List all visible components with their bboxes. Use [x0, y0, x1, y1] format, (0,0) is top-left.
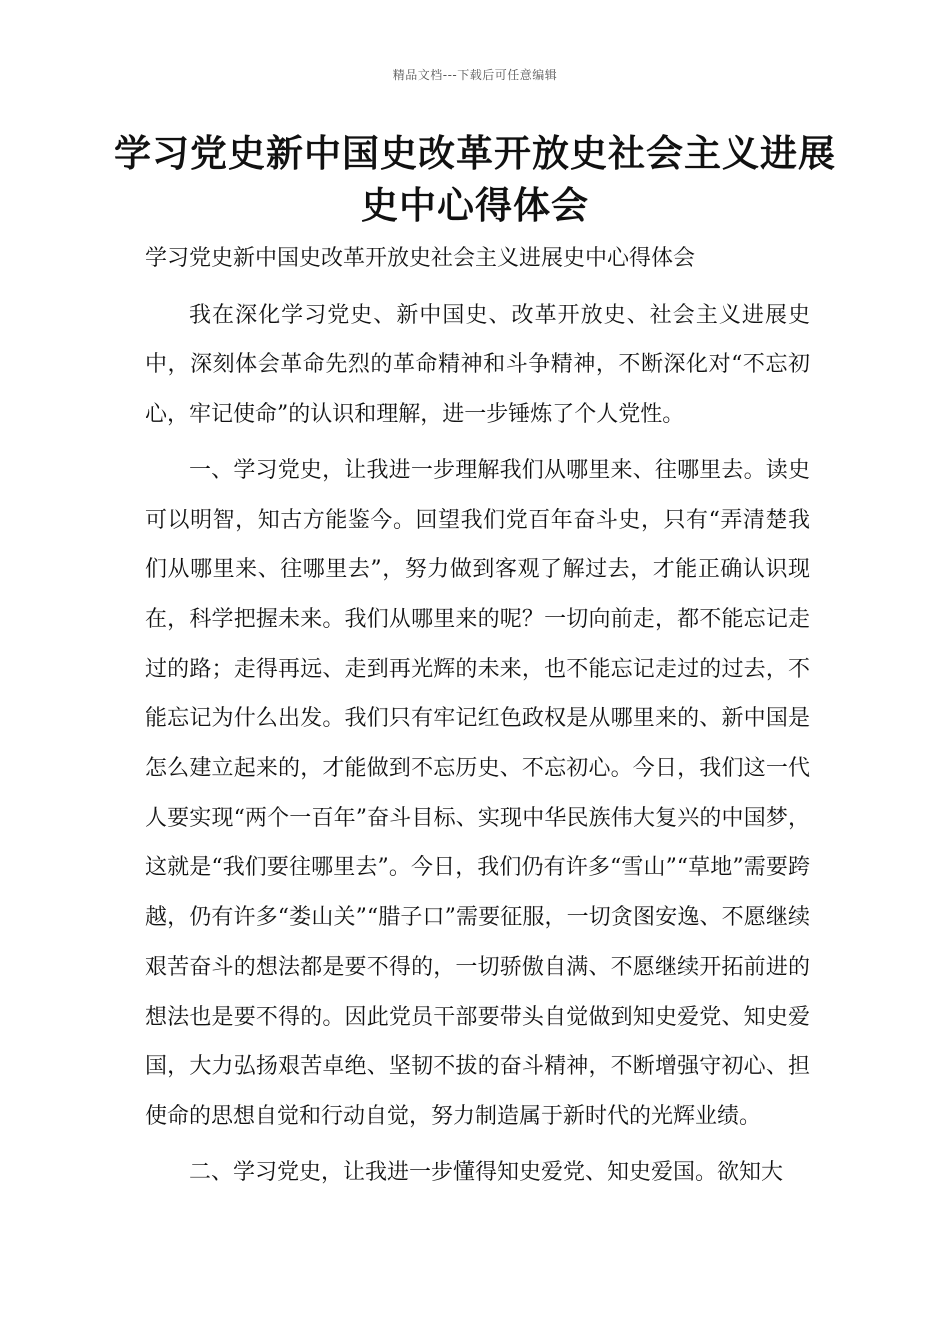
header-note: 精品文档---下载后可任意编辑: [392, 68, 558, 82]
document-subtitle: 学习党史新中国史改革开放史社会主义进展史中心得体会: [145, 246, 696, 271]
paragraph-intro: 我在深化学习党史、新中国史、改革开放史、社会主义进展史中，深刻体会革命先烈的革命精神和斗争精神，不断深化对“不忘初心，牢记使命”的认识和理解，进一步锤炼了个人党性。: [145, 302, 810, 428]
paragraph-section-one: 一、学习党史，让我进一步理解我们从哪里来、往哪里去。读史可以明智，知古方能鉴今。回望我们党百年奋斗史，只有“弄清楚我们从哪里来、往哪里去”，努力做到客观了解过去，才能正确认识现在，科学把握未来。我们从哪里来的呢？一切向前走，都不能忘记走过的路；走得再远、走到再光辉的未来，也不能忘记走过的过去，不能忘记为什么出发。我们只有牢记红色政权是从哪里来的、新中国是怎么建立起来的，才能做到不忘历史、不忘初心。今日，我们这一代人要实现“两个一百年”奋斗目标、实现中华民族伟大复兴的中国梦，这就是“我们要往哪里去”。今日，我们仍有许多“雪山”“草地”需要跨越，仍有许多“娄山关”“腊子口”需要征服，一切贪图安逸、不愿继续艰苦奋斗的想法都是要不得的，一切骄傲自满、不愿继续开拓前进的想法也是要不得的。因此党员干部要带头自觉做到知史爱党、知史爱国，大力弘扬艰苦卓绝、坚韧不拔的奋斗精神，不断增强守初心、担使命的思想自觉和行动自觉，努力制造属于新时代的光辉业绩。: [145, 457, 810, 1129]
document-body: [145, 234, 810, 1197]
paragraph-section-two: 二、学习党史，让我进一步懂得知史爱党、知史爱国。欲知大: [189, 1159, 784, 1185]
document-title: 学习党史新中国史改革开放史社会主义进展史中心得体会: [114, 132, 836, 227]
